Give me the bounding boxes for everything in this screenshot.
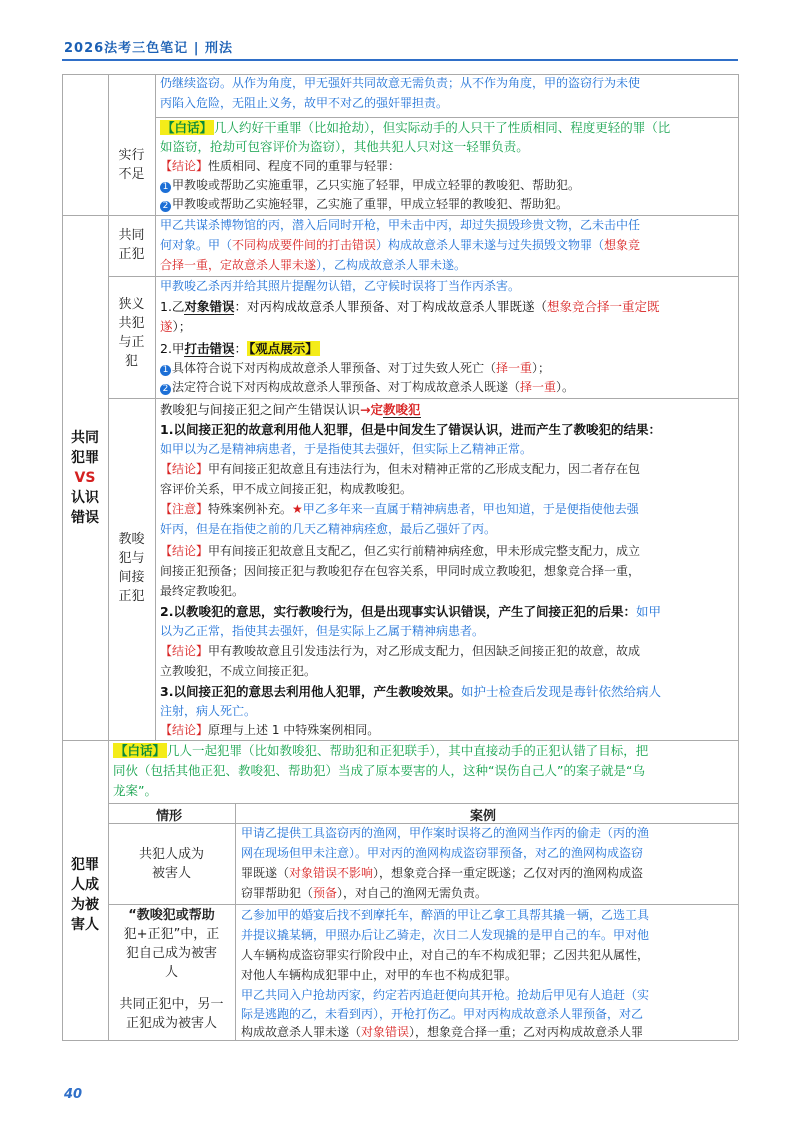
text-line: 丙陷入危险，无阻止义务，故甲不对乙的强奸罪担责。 <box>160 96 449 110</box>
text-span: 对象错误 <box>184 299 235 314</box>
situation-line: 共同正犯中，另一 <box>119 997 224 1012</box>
text-span: 3.以间接正犯的意思去利用他人犯罪，产生教唆效果。 <box>160 684 461 699</box>
text-line <box>241 865 643 883</box>
conclusion-tag: 【结论】 <box>160 462 209 476</box>
plain-tag: 【白话】 <box>162 120 213 135</box>
category-line: 害人 <box>71 917 99 933</box>
situation-line: 犯+正犯”中，正 <box>123 927 220 942</box>
plain-tag: 【白话】 <box>115 743 166 758</box>
heading-line <box>160 603 661 621</box>
category-line: 犯罪 <box>71 857 99 873</box>
row-divider <box>108 276 738 277</box>
text-line: 龙案”。 <box>113 783 157 798</box>
text-line <box>160 237 640 255</box>
text-span: 甲有间接正犯故意且有违法行为，但未对精神正常的乙形成支配力，因二者存在包 <box>208 462 641 476</box>
text-span: 教唆犯 <box>383 402 421 417</box>
column-header: 情形 <box>156 809 183 824</box>
text-line: 甲乙共同入户抢劫丙家，约定若丙追赶便向其开枪。抢劫后甲见有人追赶（实 <box>241 988 650 1002</box>
text-span: 对象错误不影响 <box>289 866 374 880</box>
situation-line: 正犯成为被害人 <box>125 1016 217 1031</box>
text-line <box>160 643 640 661</box>
text-line <box>160 360 550 378</box>
situation-line: 共犯人成为 <box>138 847 204 862</box>
row-label-line: 狭义 <box>118 297 145 312</box>
text-line: 仍继续盗窃。从作为角度，甲无强奸共同故意无需负责；从不作为角度，甲的盗窃行为未使 <box>160 76 641 90</box>
text-span: 几人一起犯罪（比如教唆犯、帮助犯和正犯联手），其中直接动手的正犯认错了目标，把 <box>167 743 649 758</box>
category-line: 为被 <box>71 897 99 913</box>
row-divider <box>108 803 738 804</box>
text-span: 法定符合说下对丙构成故意杀人罪预备、对丁构成故意杀人既遂（ <box>172 380 521 394</box>
row-label <box>108 146 155 184</box>
situation-line: 被害人 <box>151 866 191 881</box>
text-span: 甲教唆或帮助乙实施重罪，乙只实施了轻罪，甲成立轻罪的教唆犯、帮助犯。 <box>172 178 581 192</box>
text-span: 对象错误 <box>361 1025 410 1039</box>
text-line: 立教唆犯，不成立间接正犯。 <box>160 664 317 678</box>
text-span: 几人约好干重罪（比如抢劫），但实际动手的人只干了性质相同、程度更轻的罪（比 <box>214 120 671 135</box>
category-line: 认识 <box>71 490 99 506</box>
number-badge: 1 <box>160 182 171 193</box>
situation-label <box>108 906 235 982</box>
text-span: 甲教唆或帮助乙实施轻罪，乙实施了重罪，甲成立轻罪的教唆犯、帮助犯。 <box>172 197 569 211</box>
text-span: 不同构成要件间的打击错误 <box>232 238 377 252</box>
table-col-divider <box>235 803 236 1040</box>
row-label-line: 不足 <box>118 167 145 182</box>
text-span: 甲有教唆故意且引发违法行为，对乙形成支配力，但因缺乏间接正犯的故意，故成 <box>208 644 641 658</box>
row-divider <box>108 904 738 905</box>
row-label-line: 共犯 <box>118 316 145 331</box>
text-line: 间接正犯预备；因间接正犯与教唆犯存在包容关系，甲同时成立教唆犯，想象竞合择一重， <box>160 564 641 578</box>
text-span: 合择一重，定故意杀人罪未遂 <box>160 258 317 272</box>
text-line <box>241 1024 643 1042</box>
text-span: ）。 <box>556 380 575 394</box>
text-line <box>160 501 639 519</box>
category-label <box>62 855 108 935</box>
row-label-line: 间接 <box>118 570 145 585</box>
row-divider <box>62 215 738 216</box>
text-span: ）； <box>532 361 551 375</box>
row-label <box>108 295 155 371</box>
text-span: 如甲 <box>635 604 661 619</box>
number-badge: 2 <box>160 384 171 395</box>
category-vs: VS <box>74 470 96 486</box>
text-span: 罪既遂（ <box>241 866 290 880</box>
text-span: 性质相同、程度不同的重罪与轻罪： <box>208 159 401 173</box>
text-line: 奸丙，但是在指使之前的几天乙精神病痊愈，最后乙强奸了丙。 <box>160 522 497 536</box>
text-span: 甲有间接正犯故意且支配乙，但乙实行前精神病痊愈，甲未形成完整支配力，成立 <box>208 544 641 558</box>
text-line <box>160 318 191 336</box>
heading-line: 1.以间接正犯的故意利用他人犯罪，但是中间发生了错误认识，进而产生了教唆犯的结果： <box>160 422 661 437</box>
viewpoint-tag: 【观点展示】 <box>248 341 318 356</box>
text-line: 甲请乙提供工具盗窃丙的渔网，甲作案时误将乙的渔网当作丙的偷走（丙的渔 <box>241 826 650 840</box>
conclusion-tag: 【结论】 <box>160 159 209 173</box>
text-span: 构成故意杀人罪未遂（ <box>241 1025 362 1039</box>
text-span: 2.甲 <box>160 341 185 356</box>
number-badge: 2 <box>160 201 171 212</box>
situation-line: 犯自己成为被害 <box>125 946 217 961</box>
text-line <box>160 461 640 479</box>
text-line <box>160 257 466 275</box>
text-line: 注射，病人死亡。 <box>160 704 257 718</box>
star-icon: ★ <box>292 502 303 516</box>
text-span: ），乙构成故意杀人罪未遂。 <box>316 258 467 272</box>
row-label-line: 犯与 <box>118 551 145 566</box>
page-header <box>62 37 738 57</box>
heading-line <box>160 683 661 701</box>
table-col-divider <box>155 74 156 740</box>
text-line <box>241 885 487 903</box>
text-line <box>160 196 568 214</box>
text-line <box>160 298 659 316</box>
text-line: 甲教唆乙杀丙并给其照片提醒勿认错，乙守候时误将丁当作丙杀害。 <box>160 279 521 293</box>
text-span: ），想象竞合择一重；乙对丙构成故意杀人罪 <box>409 1025 644 1039</box>
text-line <box>160 119 670 137</box>
conclusion-tag: 【结论】 <box>160 544 209 558</box>
row-label-line: 教唆 <box>118 532 145 547</box>
category-line: 人成 <box>71 877 99 893</box>
row-label-line: 共同 <box>118 228 145 243</box>
situation-label <box>108 995 235 1033</box>
row-label <box>108 226 155 264</box>
text-line: 以为乙正常，指使其去强奸，但是实际上乙属于精神病患者。 <box>160 624 485 638</box>
text-line <box>160 379 574 397</box>
header-title: 2026法考三色笔记 | 刑法 <box>64 41 233 56</box>
row-divider <box>108 823 738 824</box>
text-span: 想象竞合择一重定既 <box>546 299 660 314</box>
text-line: 如盗窃，抢劫可包容评价为盗窃），其他共犯人只对这一轻罪负责。 <box>160 139 529 154</box>
text-line: 如甲以为乙是精神病患者，于是指使其去强奸，但实际上乙精神正常。 <box>160 442 533 456</box>
text-span: ：对丙构成故意杀人罪预备、对丁构成故意杀人罪既遂（ <box>234 299 547 314</box>
text-span: ），想象竞合择一重定既遂；乙仅对丙的渔网构成盗 <box>373 866 644 880</box>
text-span: 择一重 <box>496 361 533 375</box>
table-border-right <box>738 74 739 1040</box>
row-divider <box>62 740 738 741</box>
situation-line: “教唆犯或帮助 <box>128 908 215 923</box>
text-line <box>160 401 421 419</box>
category-label <box>62 428 108 528</box>
text-line <box>160 177 580 195</box>
text-line <box>160 158 400 176</box>
text-line <box>160 340 320 358</box>
text-line: 乙参加甲的婚宴后找不到摩托车，醉酒的甲让乙拿工具帮其撬一辆，乙选工具 <box>241 908 650 922</box>
row-label-line: 犯 <box>124 354 138 369</box>
text-line: 同伙（包括其他正犯、教唆犯、帮助犯）当成了原本要害的人，这种“误伤自己人”的案子就是“乌 <box>113 763 645 778</box>
category-line: 犯罪 <box>71 450 99 466</box>
text-span: 教唆犯与间接正犯之间产生错误认识 <box>160 402 361 417</box>
text-span: ）； <box>172 319 192 334</box>
number-badge: 1 <box>160 365 171 376</box>
text-span: ）构成故意杀人罪未遂与过失损毁文物罪（ <box>376 238 605 252</box>
text-span: 窃罪帮助犯（ <box>241 886 314 900</box>
text-line: 网在现场但甲未注意）。甲对丙的渔网构成盗窃罪预备，对乙的渔网构成盗窃 <box>241 846 644 860</box>
text-span: ： <box>234 341 247 356</box>
text-span: 1.乙 <box>160 299 185 314</box>
text-line: 对他人车辆构成犯罪中止，对甲的车也不构成犯罪。 <box>241 968 518 982</box>
text-span: 甲乙多年来一直属于精神病患者，甲也知道，于是便指使他去强 <box>302 502 639 516</box>
row-label-line: 正犯 <box>118 589 145 604</box>
text-line <box>160 543 640 561</box>
row-label-line: 与正 <box>118 335 145 350</box>
text-line <box>113 742 648 760</box>
text-span: 遂 <box>160 319 173 334</box>
column-header: 案例 <box>470 809 497 824</box>
text-span: ），对自己的渔网无需负责。 <box>337 886 488 900</box>
text-line: 最终定教唆犯。 <box>160 584 245 598</box>
row-label <box>108 530 155 606</box>
text-span: 原理与上述 1 中特殊案例相同。 <box>208 723 380 737</box>
text-span: 特殊案例补充。 <box>208 502 293 516</box>
text-line: 人车辆构成盗窃罪实行阶段中止，对自己的车不构成犯罪；乙因共犯从属性， <box>241 948 650 962</box>
conclusion-tag: 【结论】 <box>160 723 209 737</box>
conclusion-tag: 【结论】 <box>160 644 209 658</box>
text-span: 想象竞 <box>604 238 641 252</box>
text-span: →定 <box>360 402 383 417</box>
row-divider <box>155 117 738 118</box>
text-span: 打击错误 <box>184 341 235 356</box>
text-span: 具体符合说下对丙构成故意杀人罪预备、对丁过失致人死亡（ <box>172 361 497 375</box>
text-line: 甲乙共谋杀博物馆的丙，潜入后同时开枪，甲未击中丙，却过失损毁珍贵文物，乙未击中任 <box>160 218 641 232</box>
text-span: 择一重 <box>520 380 557 394</box>
row-label-line: 实行 <box>118 148 145 163</box>
text-span: 如护士检查后发现是毒针依然给病人 <box>460 684 661 699</box>
header-rule <box>62 59 738 61</box>
row-divider <box>108 398 738 399</box>
text-line: 并提议撬某辆，甲照办后让乙骑走，次日二人发现撬的是甲自己的车。甲对他 <box>241 928 650 942</box>
page-number: 40 <box>64 1087 83 1102</box>
note-tag: 【注意】 <box>160 502 209 516</box>
situation-line: 人 <box>164 965 178 980</box>
text-span: 2.以教唆犯的意思，实行教唆行为，但是出现事实认识错误，产生了间接正犯的后果： <box>160 604 636 619</box>
text-span: 何对象。甲（ <box>160 238 233 252</box>
row-label-line: 正犯 <box>118 247 145 262</box>
text-span: 预备 <box>313 886 338 900</box>
category-line: 共同 <box>71 430 99 446</box>
text-line <box>160 722 379 740</box>
category-line: 错误 <box>71 510 99 526</box>
text-line: 际是逃跑的乙，未看到丙），开枪打伤乙。甲对丙构成故意杀人罪预备，对乙 <box>241 1007 644 1021</box>
text-line: 容评价关系，甲不成立间接正犯，构成教唆犯。 <box>160 482 413 496</box>
situation-label <box>108 845 235 883</box>
